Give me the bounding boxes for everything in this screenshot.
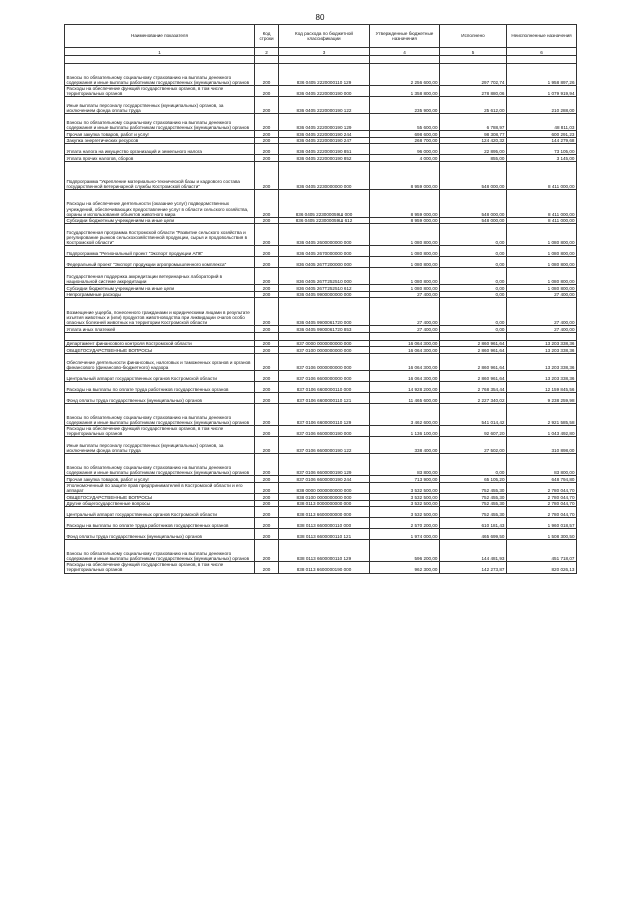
row-classification-code: 836 0405 2600000000 000: [279, 224, 370, 246]
table-row: [65, 56, 577, 64]
row-executed: 0,00: [440, 291, 507, 298]
row-line-code: 200: [255, 425, 279, 436]
table-row: [65, 370, 577, 381]
row-name: Взносы по обязательному социальному страхованию на выплаты денежного содержания и иные выплаты работникам государственных (муниципальных) органов: [65, 403, 255, 425]
row-executed: 2 768 354,44: [440, 381, 507, 392]
row-line-code: 200: [255, 403, 279, 425]
row-remaining: 1 079 919,94: [507, 86, 577, 97]
table-row: [65, 64, 577, 86]
row-approved: 3 532 500,00: [370, 494, 440, 501]
row-name: Государственная поддержка аккредитации ветеринарных лабораторий в национальной системе аккредитации: [65, 268, 255, 285]
row-classification-code: 838 0113 6600000110 129: [279, 540, 370, 562]
row-approved: 1 136 100,00: [370, 425, 440, 436]
row-name: Субсидии бюджетным учреждениям на иные цели: [65, 285, 255, 292]
row-approved: 1 974 000,00: [370, 529, 440, 540]
row-name: Взносы по обязательному социальному страхованию на выплаты денежного содержания и иные выплаты работникам государственных (муниципальных) органов: [65, 454, 255, 476]
row-executed: 2 860 961,64: [440, 347, 507, 354]
row-classification-code: 837 0106 0000000000 000: [279, 353, 370, 370]
row-approved: 2 256 600,00: [370, 64, 440, 86]
row-name: Субсидии бюджетным учреждениям на иные цели: [65, 217, 255, 224]
row-remaining: 2 780 044,70: [507, 500, 577, 507]
row-classification-code: 836 0405 223000059Ш 000: [279, 189, 370, 217]
table-row: [65, 437, 577, 454]
row-remaining: 600 291,23: [507, 131, 577, 138]
row-line-code: 200: [255, 562, 279, 573]
column-number: 2: [255, 48, 279, 56]
row-classification-code: 836 0405 9900000000 000: [279, 291, 370, 298]
row-executed: 92 607,20: [440, 425, 507, 436]
row-approved: 96 000,00: [370, 144, 440, 155]
row-name: Фонд оплаты труда государственных (муниципальных) органов: [65, 392, 255, 403]
row-classification-code: 837 0106 6600000110 000: [279, 381, 370, 392]
row-classification-code: 836 0405 2220000190 129: [279, 114, 370, 131]
row-classification-code: 836 0405 2220000190 122: [279, 97, 370, 114]
row-line-code: 200: [255, 529, 279, 540]
row-line-code: 200: [255, 507, 279, 518]
row-approved: 16 064 300,00: [370, 353, 440, 370]
table-row: [65, 392, 577, 403]
row-line-code: 200: [255, 454, 279, 476]
row-executed: 548 000,00: [440, 161, 507, 189]
table-row: [65, 494, 577, 501]
row-approved: 11 465 600,00: [370, 392, 440, 403]
row-executed: 610 181,43: [440, 518, 507, 529]
row-remaining: 1 958 897,26: [507, 64, 577, 86]
row-name: Расходы на выплаты по оплате труда работников государственных органов: [65, 518, 255, 529]
row-remaining: 310 898,00: [507, 437, 577, 454]
row-line-code: 200: [255, 155, 279, 162]
row-executed: 144 481,93: [440, 540, 507, 562]
row-remaining: 1 080 800,00: [507, 285, 577, 292]
row-remaining: 1 508 300,50: [507, 529, 577, 540]
row-remaining: 451 718,07: [507, 540, 577, 562]
header-remaining: Неисполненные назначения: [507, 25, 577, 48]
row-name: Центральный аппарат государственных органов Костромской области: [65, 507, 255, 518]
row-remaining: 1 960 018,57: [507, 518, 577, 529]
row-approved: 55 600,00: [370, 114, 440, 131]
row-classification-code: 836 0405 2220000110 129: [279, 64, 370, 86]
row-name: Прочая закупка товаров, работ и услуг: [65, 476, 255, 483]
row-line-code: 200: [255, 347, 279, 354]
row-name: Расходы на обеспечение функций государственных органов, в том числе территориальных органов: [65, 425, 255, 436]
table-row: [65, 540, 577, 562]
row-executed: 752 455,30: [440, 500, 507, 507]
row-executed: 6 788,97: [440, 114, 507, 131]
row-line-code: 200: [255, 161, 279, 189]
row-executed: 2 860 961,64: [440, 370, 507, 381]
row-remaining: 8 411 000,00: [507, 161, 577, 189]
row-approved: 27 400,00: [370, 326, 440, 333]
table-row: [65, 217, 577, 224]
table-row: [65, 482, 577, 493]
row-classification-code: 837 0100 0000000000 000: [279, 347, 370, 354]
row-executed: 65 105,20: [440, 476, 507, 483]
row-classification-code: [279, 332, 370, 340]
row-executed: 0,00: [440, 454, 507, 476]
row-remaining: 27 400,00: [507, 326, 577, 333]
row-line-code: 200: [255, 224, 279, 246]
row-remaining: 210 288,00: [507, 97, 577, 114]
table-row: [65, 353, 577, 370]
row-name: Возмещение ущерба, понесенного гражданами и юридическими лицами в результате изъятия животных и (или) продуктов животноводства при ликвидации очагов особо опасных болезней животных на территории Костромской области: [65, 298, 255, 326]
table-row: [65, 507, 577, 518]
row-name: Расходы на выплаты по оплате труда работников государственных органов: [65, 381, 255, 392]
table-row: [65, 425, 577, 436]
row-classification-code: 836 0405 2220000190 247: [279, 137, 370, 144]
row-classification-code: 836 0405 2230000000 000: [279, 161, 370, 189]
row-classification-code: [279, 56, 370, 64]
row-classification-code: 838 0113 6600000110 121: [279, 529, 370, 540]
table-body: [65, 56, 577, 574]
row-classification-code: 837 0000 0000000000 000: [279, 340, 370, 347]
row-executed: 98 308,77: [440, 131, 507, 138]
row-line-code: 200: [255, 482, 279, 493]
row-remaining: 1 080 800,00: [507, 246, 577, 257]
row-line-code: 200: [255, 353, 279, 370]
row-line-code: 200: [255, 326, 279, 333]
row-classification-code: 837 0106 6600000190 122: [279, 437, 370, 454]
table-row: [65, 340, 577, 347]
row-executed: 855,00: [440, 155, 507, 162]
row-executed: 548 000,00: [440, 217, 507, 224]
row-classification-code: 836 0405 9900061720 000: [279, 298, 370, 326]
row-executed: 22 895,00: [440, 144, 507, 155]
row-name: Иные выплаты персоналу государственных (муниципальных) органов, за исключением фонда оплаты труда: [65, 437, 255, 454]
row-remaining: 27 400,00: [507, 291, 577, 298]
table-row: [65, 114, 577, 131]
row-executed: 465 699,50: [440, 529, 507, 540]
row-line-code: 200: [255, 64, 279, 86]
table-row: [65, 97, 577, 114]
row-executed: 752 455,30: [440, 507, 507, 518]
table-row: [65, 562, 577, 573]
row-classification-code: 837 0106 6600000110 129: [279, 403, 370, 425]
row-approved: 2 570 200,00: [370, 518, 440, 529]
row-approved: [370, 56, 440, 64]
row-executed: [440, 332, 507, 340]
table-row: [65, 381, 577, 392]
row-name: Непрограммные расходы: [65, 291, 255, 298]
row-line-code: 200: [255, 246, 279, 257]
row-remaining: 2 780 044,70: [507, 507, 577, 518]
row-name: Обеспечение деятельности финансовых, налоговых и таможенных органов и органов финансового (финансово-бюджетного) надзора: [65, 353, 255, 370]
row-line-code: 200: [255, 518, 279, 529]
row-classification-code: 836 0405 267T252510 000: [279, 268, 370, 285]
row-executed: 2 860 961,64: [440, 340, 507, 347]
row-line-code: 200: [255, 494, 279, 501]
row-classification-code: 837 0106 6600000190 000: [279, 425, 370, 436]
row-name: Иные выплаты персоналу государственных (муниципальных) органов, за исключением фонда оплаты труда: [65, 97, 255, 114]
table-row: [65, 285, 577, 292]
row-line-code: 200: [255, 131, 279, 138]
row-name: Расходы на обеспечение функций государственных органов, в том числе территориальных органов: [65, 562, 255, 573]
header-approved: Утвержденные бюджетные назначения: [370, 25, 440, 48]
row-name: Расходы на обеспечение функций государственных органов, в том числе территориальных органов: [65, 86, 255, 97]
row-classification-code: 837 0106 6600000190 244: [279, 476, 370, 483]
header-classification-code: Код расхода по бюджетной классификации: [279, 25, 370, 48]
row-executed: 752 455,30: [440, 482, 507, 493]
row-approved: 16 064 300,00: [370, 370, 440, 381]
row-approved: 698 600,00: [370, 131, 440, 138]
row-remaining: 3 145,00: [507, 155, 577, 162]
column-number-row: [65, 48, 577, 56]
row-line-code: 200: [255, 298, 279, 326]
row-name: Уполномоченный по защите прав предпринимателей в Костромской области и его аппарат: [65, 482, 255, 493]
row-remaining: 12 159 845,56: [507, 381, 577, 392]
column-number: 1: [65, 48, 255, 56]
row-approved: 83 800,00: [370, 454, 440, 476]
row-executed: 752 455,30: [440, 494, 507, 501]
row-executed: 142 273,87: [440, 562, 507, 573]
row-remaining: 73 105,00: [507, 144, 577, 155]
row-name: Прочая закупка товаров, работ и услуг: [65, 131, 255, 138]
row-approved: 8 959 000,00: [370, 161, 440, 189]
table-row: [65, 298, 577, 326]
row-approved: 962 300,00: [370, 562, 440, 573]
row-classification-code: 838 0000 0000000000 000: [279, 482, 370, 493]
row-approved: 3 532 500,00: [370, 482, 440, 493]
row-line-code: 200: [255, 540, 279, 562]
row-executed: 0,00: [440, 246, 507, 257]
row-name: Расходы на обеспечение деятельности (оказание услуг) подведомственных учреждений, обеспечивающих предоставление услуг в области сельского хозяйства, охраны и использования объектов животного мира: [65, 189, 255, 217]
row-remaining: 27 400,00: [507, 298, 577, 326]
row-name: [65, 56, 255, 64]
row-remaining: 13 203 338,36: [507, 347, 577, 354]
row-remaining: [507, 56, 577, 64]
row-remaining: 1 043 492,80: [507, 425, 577, 436]
table-row: [65, 518, 577, 529]
row-remaining: 13 203 338,36: [507, 370, 577, 381]
row-executed: 124 420,32: [440, 137, 507, 144]
row-remaining: 1 080 800,00: [507, 257, 577, 268]
row-line-code: 200: [255, 291, 279, 298]
row-remaining: 9 238 259,98: [507, 392, 577, 403]
table-header-row: [65, 25, 577, 48]
column-number: 4: [370, 48, 440, 56]
row-approved: 1 080 800,00: [370, 285, 440, 292]
table-row: [65, 454, 577, 476]
row-line-code: 200: [255, 476, 279, 483]
row-classification-code: 836 0405 2220000190 851: [279, 144, 370, 155]
row-remaining: 13 203 338,36: [507, 353, 577, 370]
row-line-code: 200: [255, 392, 279, 403]
row-classification-code: 838 0113 6600000110 000: [279, 518, 370, 529]
row-approved: 235 900,00: [370, 97, 440, 114]
table-row: [65, 257, 577, 268]
row-approved: 4 000,00: [370, 155, 440, 162]
row-approved: 1 080 800,00: [370, 268, 440, 285]
row-name: [65, 332, 255, 340]
row-classification-code: 838 0113 6600000000 000: [279, 507, 370, 518]
row-executed: 278 880,06: [440, 86, 507, 97]
row-remaining: 2 780 044,70: [507, 482, 577, 493]
row-executed: 0,00: [440, 257, 507, 268]
row-approved: 268 700,00: [370, 137, 440, 144]
row-remaining: 83 800,00: [507, 454, 577, 476]
row-approved: 16 064 300,00: [370, 340, 440, 347]
row-remaining: 144 279,68: [507, 137, 577, 144]
table-row: [65, 476, 577, 483]
column-number: 5: [440, 48, 507, 56]
row-name: Центральный аппарат государственных органов Костромской области: [65, 370, 255, 381]
row-classification-code: 838 0113 0000000000 000: [279, 500, 370, 507]
row-executed: 541 014,42: [440, 403, 507, 425]
row-executed: 297 702,74: [440, 64, 507, 86]
row-approved: 338 400,00: [370, 437, 440, 454]
column-number: 6: [507, 48, 577, 56]
row-classification-code: 836 0405 267T200000 000: [279, 257, 370, 268]
row-name: Подпрограмма "Укрепление материально-технической базы и кадрового состава государственной ветеринарной службы Костромской области": [65, 161, 255, 189]
row-classification-code: 838 0100 0000000000 000: [279, 494, 370, 501]
row-name: Взносы по обязательному социальному страхованию на выплаты денежного содержания и иные выплаты работникам государственных (муниципальных) органов: [65, 64, 255, 86]
row-approved: 1 080 800,00: [370, 224, 440, 246]
row-approved: 596 200,00: [370, 540, 440, 562]
row-executed: 0,00: [440, 285, 507, 292]
table-row: [65, 268, 577, 285]
row-approved: 8 959 000,00: [370, 189, 440, 217]
row-executed: 0,00: [440, 224, 507, 246]
row-remaining: 48 811,03: [507, 114, 577, 131]
row-classification-code: 836 0405 2220000190 244: [279, 131, 370, 138]
row-line-code: 200: [255, 268, 279, 285]
row-line-code: 200: [255, 500, 279, 507]
row-name: Уплата прочих налогов, сборов: [65, 155, 255, 162]
row-line-code: 200: [255, 114, 279, 131]
row-classification-code: 837 0106 6600000110 121: [279, 392, 370, 403]
row-name: Уплата налога на имущество организаций и земельного налога: [65, 144, 255, 155]
table-row: [65, 224, 577, 246]
row-approved: 3 462 600,00: [370, 403, 440, 425]
budget-execution-table: [64, 24, 577, 574]
row-name: Государственная программа Костромской области "Развитие сельского хозяйства и регулирование рынков сельскохозяйственной продукции, сырья и продовольствия в Костромской области": [65, 224, 255, 246]
table-row: [65, 144, 577, 155]
row-executed: 27 502,00: [440, 437, 507, 454]
row-line-code: 200: [255, 257, 279, 268]
row-executed: [440, 56, 507, 64]
row-classification-code: 836 0405 2220000190 852: [279, 155, 370, 162]
row-line-code: 200: [255, 137, 279, 144]
row-remaining: 2 921 585,58: [507, 403, 577, 425]
table-row: [65, 403, 577, 425]
row-line-code: 200: [255, 144, 279, 155]
row-line-code: 200: [255, 97, 279, 114]
row-classification-code: 836 0405 267T252510 612: [279, 285, 370, 292]
row-line-code: 200: [255, 370, 279, 381]
row-approved: 3 532 500,00: [370, 500, 440, 507]
row-approved: 713 900,00: [370, 476, 440, 483]
table-row: [65, 529, 577, 540]
row-approved: 3 532 500,00: [370, 507, 440, 518]
header-executed: Исполнено: [440, 25, 507, 48]
row-name: Подпрограмма "Региональный проект "Экспорт продукции АПК": [65, 246, 255, 257]
row-remaining: 8 411 000,00: [507, 217, 577, 224]
row-approved: 1 358 800,00: [370, 86, 440, 97]
row-approved: 1 080 800,00: [370, 246, 440, 257]
row-line-code: 200: [255, 189, 279, 217]
row-executed: 548 000,00: [440, 189, 507, 217]
row-name: Взносы по обязательному социальному страхованию на выплаты денежного содержания и иные выплаты работникам государственных (муниципальных) органов: [65, 540, 255, 562]
row-classification-code: 836 0405 2670000000 000: [279, 246, 370, 257]
row-name: ОБЩЕГОСУДАРСТВЕННЫЕ ВОПРОСЫ: [65, 347, 255, 354]
table-row: [65, 500, 577, 507]
row-executed: 25 612,00: [440, 97, 507, 114]
row-remaining: 13 203 338,36: [507, 340, 577, 347]
row-approved: 14 928 200,00: [370, 381, 440, 392]
row-line-code: [255, 332, 279, 340]
row-name: Закупка энергетических ресурсов: [65, 137, 255, 144]
row-classification-code: 837 0106 6600000190 129: [279, 454, 370, 476]
row-remaining: 648 794,80: [507, 476, 577, 483]
row-classification-code: 838 0113 6600000190 000: [279, 562, 370, 573]
row-classification-code: 836 0405 9900061720 853: [279, 326, 370, 333]
column-number: 3: [279, 48, 370, 56]
table-row: [65, 246, 577, 257]
table-row: [65, 131, 577, 138]
table-row: [65, 161, 577, 189]
row-line-code: 200: [255, 437, 279, 454]
row-name: Уплата иных платежей: [65, 326, 255, 333]
row-remaining: [507, 332, 577, 340]
row-approved: 16 064 300,00: [370, 347, 440, 354]
row-name: Другие общегосударственные вопросы: [65, 500, 255, 507]
header-indicator-name: Наименование показателя: [65, 25, 255, 48]
row-classification-code: 837 0106 6600000000 000: [279, 370, 370, 381]
row-executed: 2 860 961,64: [440, 353, 507, 370]
row-name: ОБЩЕГОСУДАРСТВЕННЫЕ ВОПРОСЫ: [65, 494, 255, 501]
row-remaining: 2 780 044,70: [507, 494, 577, 501]
row-name: Департамент финансового контроля Костромской области: [65, 340, 255, 347]
row-approved: 27 400,00: [370, 291, 440, 298]
row-approved: 1 080 800,00: [370, 257, 440, 268]
row-line-code: 200: [255, 340, 279, 347]
row-approved: 8 959 000,00: [370, 217, 440, 224]
row-line-code: 200: [255, 381, 279, 392]
row-line-code: 200: [255, 86, 279, 97]
table-row: [65, 189, 577, 217]
row-executed: 0,00: [440, 326, 507, 333]
header-line-code: Код строки: [255, 25, 279, 48]
row-approved: 27 400,00: [370, 298, 440, 326]
row-executed: 2 227 340,02: [440, 392, 507, 403]
page-number: 80: [315, 13, 325, 22]
row-line-code: [255, 56, 279, 64]
row-remaining: 820 026,13: [507, 562, 577, 573]
row-name: Фонд оплаты труда государственных (муниципальных) органов: [65, 529, 255, 540]
table-row: [65, 332, 577, 340]
row-line-code: 200: [255, 285, 279, 292]
row-executed: 0,00: [440, 298, 507, 326]
row-remaining: 1 080 800,00: [507, 224, 577, 246]
row-remaining: 1 080 800,00: [507, 268, 577, 285]
row-executed: 0,00: [440, 268, 507, 285]
row-name: Федеральный проект "Экспорт продукции агропромышленного комплекса": [65, 257, 255, 268]
row-classification-code: 836 0405 2220000190 000: [279, 86, 370, 97]
row-classification-code: 836 0405 223000059Ш 612: [279, 217, 370, 224]
table-row: [65, 86, 577, 97]
row-remaining: 8 411 000,00: [507, 189, 577, 217]
row-name: Взносы по обязательному социальному страхованию на выплаты денежного содержания и иные выплаты работникам государственных (муниципальных) органов: [65, 114, 255, 131]
row-line-code: 200: [255, 217, 279, 224]
row-approved: [370, 332, 440, 340]
table-row: [65, 347, 577, 354]
